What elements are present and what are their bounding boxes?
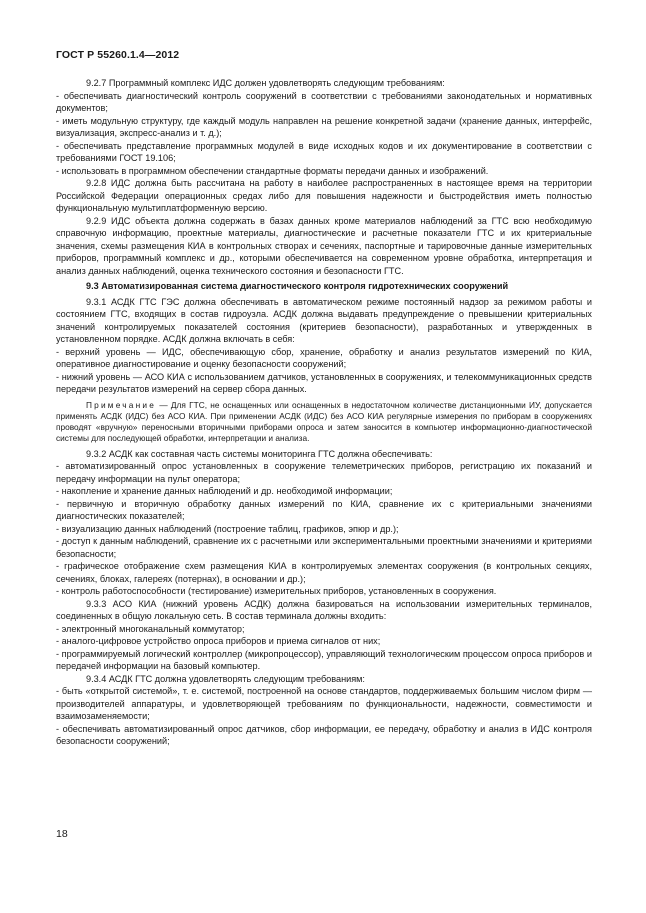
note-text: — Для ГТС, не оснащенных или оснащенных в недостаточном количестве дистанционными ИУ, допускается применять АСДК (ИДС) без АСО КИА. При применении АСДК (ИДС) без АСО КИА регулярные измерения по приборам в сооружениях проводят «вручную» переносными вторичными приборами опроса и затем заносится в компьютер информационно-диагностической системы для последующей обработки, интерпретации и анализа. (56, 399, 592, 444)
paragraph: - электронный многоканальный коммутатор; (56, 623, 245, 634)
paragraph: 9.3.1 АСДК ГТС ГЭС должна обеспечивать в автоматическом режиме постоянный надзор за режимом работы и состоянием ГТС, входящих в состав гидроузла. АСДК должна выдавать предупреждение о превышении критериальных значений контролируемых показателей состояния (критериев безопасности), разработанных и утвержденных в установленном порядке. АСДК должна включать в себя: (56, 296, 592, 344)
paragraph: - накопление и хранение данных наблюдений и др. необходимой информации; (56, 486, 393, 497)
paragraph: - использовать в программном обеспечении стандартные форматы передачи данных и изображений. (56, 165, 489, 176)
paragraph: - визуализацию данных наблюдений (построение таблиц, графиков, эпюр и др.); (56, 523, 399, 534)
paragraph: - обеспечивать автоматизированный опрос датчиков, сбор информации, ее передачу, обработку и анализ в ИДС контроля безопасности сооружений; (56, 723, 592, 747)
paragraph: - нижний уровень — АСО КИА с использованием датчиков, установленных в сооружениях, и телекоммуникационных средств передачи результатов измерений на сервер сбора данных. (56, 371, 592, 394)
paragraph: - обеспечивать представление программных модулей в виде исходных кодов и их документирование в соответствии с требованиями ГОСТ 19.106; (56, 140, 592, 163)
paragraph: - верхний уровень — ИДС, обеспечивающую сбор, хранение, обработку и анализ результатов измерений по КИА, оперативное диагностирование и оценку безопасности сооружений; (56, 346, 592, 369)
paragraph: - аналого-цифровое устройство опроса приборов и приема сигналов от них; (56, 636, 381, 647)
paragraph: - программируемый логический контроллер (микропроцессор), управляющий технологическим процессом опроса приборов и передачей информации на базовый компьютер. (56, 648, 592, 672)
paragraph: - быть «открытой системой», т. е. системой, построенной на основе стандартов, поддерживаемых большим числом фирм — производителей аппаратуры, и удовлетворяющей требованиям по функциональности, надежности, совместимости и взаимозаменяемости; (56, 686, 592, 722)
paragraph: 9.2.8 ИДС должна быть рассчитана на работу в наиболее распространенных в настоящее время на территории Российской Федерации операционных средах либо для повышения надежности и быстродействия иметь полностью функциональную мультиплатформенную версию. (56, 178, 592, 213)
paragraph: 9.3.2 АСДК как составная часть системы мониторинга ГТС должна обеспечивать: (86, 448, 433, 459)
document-header: ГОСТ Р 55260.1.4—2012 (56, 49, 180, 61)
page-number: 18 (56, 828, 68, 840)
paragraph: - доступ к данным наблюдений, сравнение их с расчетными или экспериментальными проектными значениями и критериями безопасности; (56, 536, 592, 559)
paragraph: - графическое отображение схем размещения КИА в контролируемых элементах сооружения (в контрольных секциях, сечениях, блоках, галереях (потернах), в основании и др.); (56, 561, 592, 584)
paragraph: 9.3.4 АСДК ГТС должна удовлетворять следующим требованиям: (86, 673, 365, 684)
paragraph: - контроль работоспособности (тестирование) измерительных приборов, установленных в сооружения. (56, 586, 497, 597)
paragraph: 9.2.7 Программный комплекс ИДС должен удовлетворять следующим требованиям: (86, 78, 445, 88)
paragraph: - иметь модульную структуру, где каждый модуль направлен на решение конкретной задачи (хранение данных, интерфейс, визуализация, экспресс-анализ и т. д.); (56, 115, 592, 138)
note-paragraph (56, 400, 592, 445)
note-label: Примечание (86, 399, 157, 410)
paragraph: 9.2.9 ИДС объекта должна содержать в базах данных кроме материалов наблюдений за ГТС всю необходимую справочную информацию, проектные материалы, диагностические и расчетные показатели ГТС и их критериальные значения, схемы размещения КИА в контрольных створах и сечениях, паспортные и тарировочные данные измерительных приборов, программный комплекс и др., которыми обеспечивается на современном уровне обработка, интерпретация и анализ данных наблюдений, оценка технического состояния и безопасности ГТС. (56, 215, 592, 276)
document-body (56, 77, 592, 748)
paragraph: 9.3.3 АСО КИА (нижний уровень АСДК) должна базироваться на использовании измерительных терминалов, соединенных в общую локальную сеть. В состав терминала должны входить: (56, 598, 592, 622)
paragraph: - обеспечивать диагностический контроль сооружений в соответствии с требованиями законодательных и нормативных документов; (56, 90, 592, 113)
paragraph: - автоматизированный опрос установленных в сооружение телеметрических приборов, регистрацию их показаний и передачу информации на пульт оператора; (56, 461, 592, 484)
section-heading: 9.3 Автоматизированная система диагностического контроля гидротехнических сооружений (86, 281, 509, 291)
paragraph: - первичную и вторичную обработку данных измерений по КИА, сравнение их с критериальными значениями диагностических показателей; (56, 498, 592, 522)
